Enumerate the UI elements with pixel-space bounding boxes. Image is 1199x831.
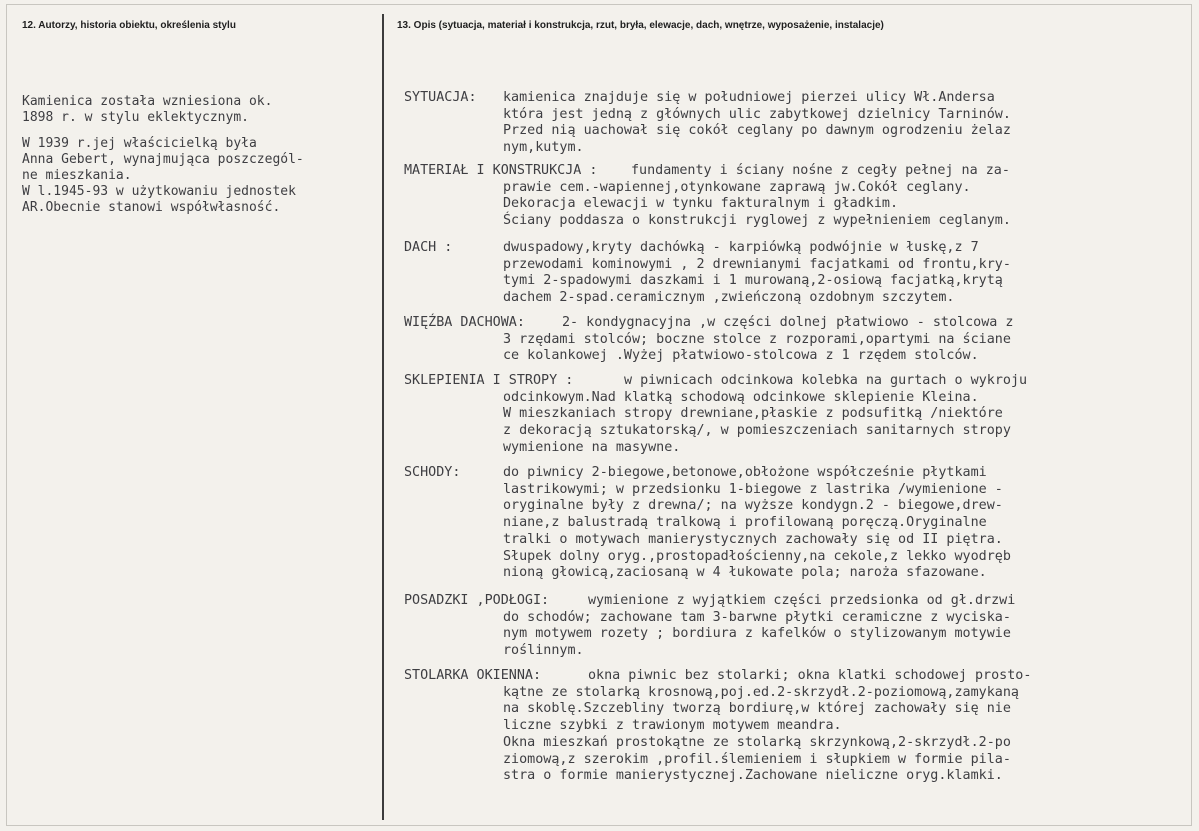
- section-line: W mieszkaniach stropy drewniane,płaskie z podsufitką /niektóre: [503, 406, 1003, 422]
- section-line: dachem 2-spad.ceramicznym ,zwieńczoną ozdobnym szczytem.: [503, 290, 955, 306]
- section-label: MATERIAŁ I KONSTRUKCJA :: [404, 163, 598, 178]
- section-line: wymienione na masywne.: [503, 439, 681, 455]
- section-line: nym,kutym.: [503, 140, 584, 156]
- section-line: niane,z balustradą tralkową i profilowaną poręczą.Oryginalne: [503, 515, 987, 531]
- section-line: roślinnym.: [503, 643, 584, 659]
- section-line: która jest jedną z głównych ulic zabytkowej dzielnicy Tarninów.: [503, 106, 1011, 122]
- section-label: SCHODY:: [404, 465, 461, 480]
- section-label: SYTUACJA:: [404, 90, 477, 105]
- section-label: DACH :: [404, 240, 453, 255]
- section-line: do piwnicy 2-biegowe,betonowe,obłożone współcześnie płytkami: [503, 465, 987, 480]
- section-line: na skoblę.Szczebliny tworzą bordiurę,w której zachowały się nie: [503, 701, 1011, 717]
- section-line: z dekoracją sztukatorską/, w pomieszczeniach sanitarnych stropy: [503, 423, 1011, 439]
- section-line: tymi 2-spadowymi daszkami i 1 murowaną,2-osiową facjatką,krytą: [503, 273, 1003, 289]
- section-line: Dekoracja elewacji w tynku fakturalnym i gładkim.: [503, 196, 899, 212]
- section-label: STOLARKA OKIENNA:: [404, 668, 542, 683]
- section-line: 2- kondygnacyjna ,w części dolnej płatwiowo - stolcowa z: [562, 315, 1014, 330]
- section-line: w piwnicach odcinkowa kolebka na gurtach o wykroju: [624, 373, 1028, 388]
- section-line: prawie cem.-wapiennej,otynkowane zaprawą jw.Cokół ceglany.: [503, 179, 971, 195]
- header-right: 13. Opis (sytuacja, materiał i konstrukcja, rzut, bryła, elewacje, dach, wnętrze, wyposażenie, instalacje): [397, 20, 884, 31]
- section-line: oryginalne były z drewna/; na wyższe kondygn.2 - biegowe,drew-: [503, 498, 1003, 514]
- section-line: 3 rzędami stolców; boczne stolce z rozporami,opartymi na ściane: [503, 331, 1011, 347]
- section-label: SKLEPIENIA I STROPY :: [404, 373, 574, 388]
- left-line: Anna Gebert, wynajmująca poszczegól-: [22, 152, 304, 167]
- section-line: nioną głowicą,zaciosaną w 4 łukowate pola; naroża sfazowane.: [503, 565, 987, 581]
- section-label: WIĘŹBA DACHOWA:: [404, 315, 525, 330]
- left-line: AR.Obecnie stanowi współwłasność.: [22, 200, 281, 215]
- section-line: stra o formie manierystycznej.Zachowane nieliczne oryg.klamki.: [503, 768, 1003, 784]
- section-line: Przed nią uachował się cokół ceglany po dawnym ogrodzeniu żelaz: [503, 123, 1011, 139]
- header-left: 12. Autorzy, historia obiektu, określenia stylu: [22, 20, 236, 31]
- section-line: ziomową,z szerokim ,profil.ślemieniem i słupkiem w formie pila-: [503, 751, 1011, 767]
- section-line: kątne ze stolarką krosnową,poj.ed.2-skrzydł.2-poziomową,zamykaną: [503, 684, 1019, 700]
- section-line: okna piwnic bez stolarki; okna klatki schodowej prosto-: [588, 668, 1032, 683]
- left-line: W 1939 r.jej właścicielką była: [22, 136, 257, 151]
- section-line: wymienione z wyjątkiem części przedsionka od gł.drzwi: [588, 593, 1016, 608]
- section-line: kamienica znajduje się w południowej pierzei ulicy Wł.Andersa: [503, 90, 995, 105]
- section-line: ce kolankowej .Wyżej płatwiowo-stolcowa z 1 rzędem stolców.: [503, 348, 979, 364]
- section-line: nym motywem rozety ; bordiura z kafelków o stylizowanym motywie: [503, 626, 1011, 642]
- section-line: lastrikowymi; w przedsionku 1-biegowe z lastrika /wymienione -: [503, 481, 1003, 497]
- section-label: POSADZKI ,PODŁOGI:: [404, 593, 550, 608]
- section-line: fundamenty i ściany nośne z cegły pełnej na za-: [631, 163, 1010, 178]
- section-line: przewodami kominowymi , 2 drewnianymi facjatkami od frontu,kry-: [503, 256, 1011, 272]
- left-line: ne mieszkania.: [22, 168, 132, 183]
- section-line: odcinkowym.Nad klatką schodową odcinkowe sklepienie Kleina.: [503, 389, 979, 405]
- left-line: Kamienica została wzniesiona ok.: [22, 94, 273, 109]
- left-line: 1898 r. w stylu eklektycznym.: [22, 110, 249, 125]
- section-line: tralki o motywach manierystycznych zachowały się od II piętra.: [503, 531, 1003, 547]
- section-line: Ściany poddasza o konstrukcji ryglowej z wypełnieniem ceglanym.: [503, 213, 1011, 229]
- column-divider: [382, 14, 384, 820]
- section-line: Słupek dolny oryg.,prostopadłościenny,na cekole,z lekko wyodręb: [503, 548, 1011, 564]
- section-line: Okna mieszkań prostokątne ze stolarką skrzynkową,2-skrzydł.2-po: [503, 734, 1011, 750]
- section-line: liczne szybki z trawionym motywem meandra.: [503, 718, 842, 734]
- left-line: W l.1945-93 w użytkowaniu jednostek: [22, 184, 296, 199]
- section-line: dwuspadowy,kryty dachówką - karpiówką podwójnie w łuskę,z 7: [503, 240, 979, 255]
- section-line: do schodów; zachowane tam 3-barwne płytki ceramiczne z wyciska-: [503, 609, 1011, 625]
